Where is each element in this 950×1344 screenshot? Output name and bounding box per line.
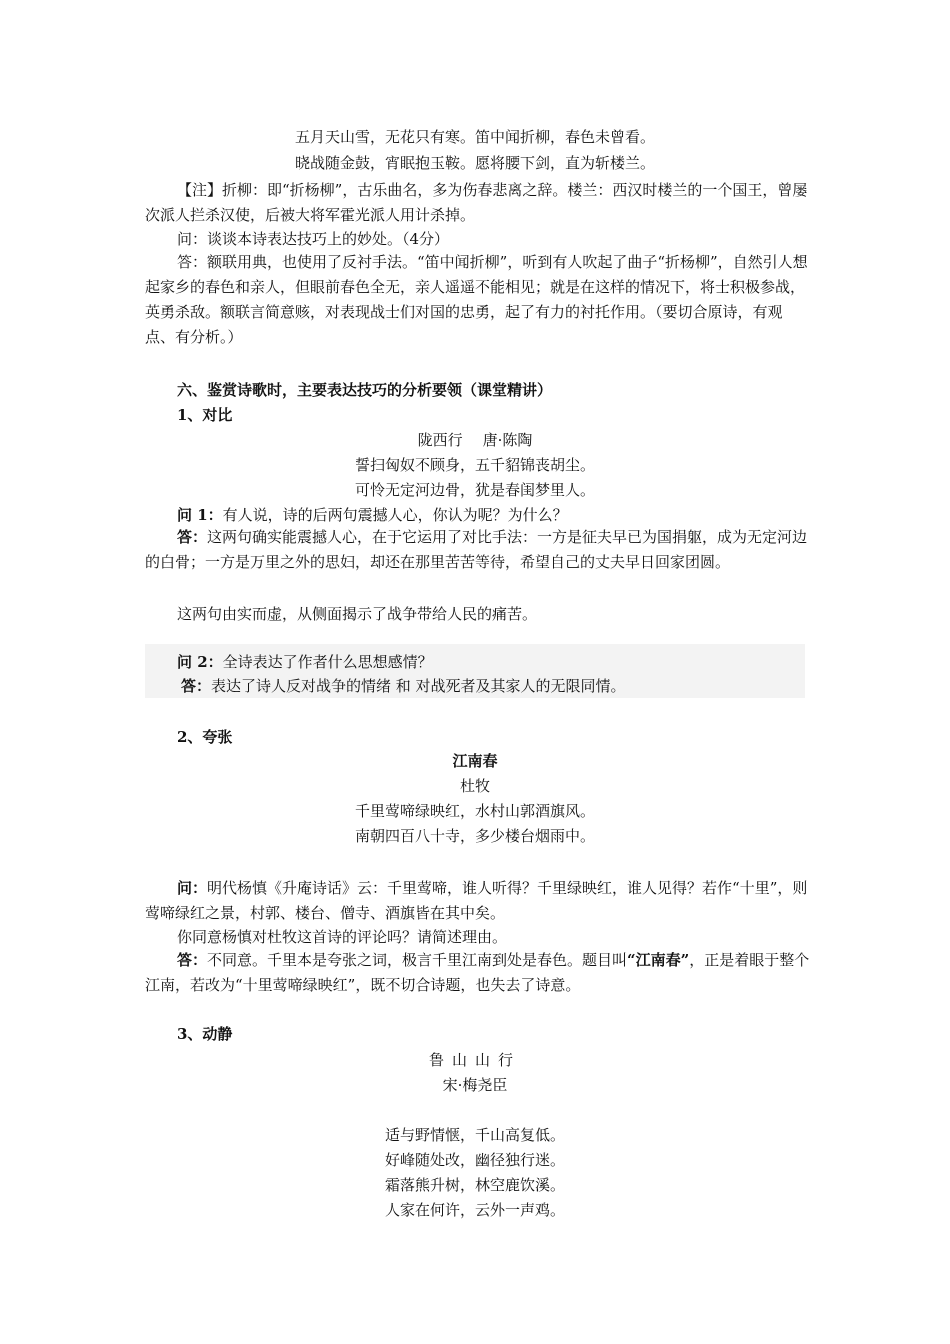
note-text: 折柳：即“折杨柳”，古乐曲名，多为伤春悲离之辞。楼兰：西汉时楼兰的一个国王，曾屡次派人拦杀汉使，后被大将军霍光派人用计杀掉。 — [145, 181, 808, 224]
s2-question: 问：明代杨慎《升庵诗话》云：千里莺啼，谁人听得？千里绿映红，谁人见得？若作“十里”，则莺啼绿红之景，村郭、楼台、僧寺、酒旗皆在其中矣。 — [145, 879, 808, 922]
s3-title: 鲁山山行 — [428, 1051, 521, 1069]
s3-line2: 好峰随处改，幽径独行迷。 — [384, 1151, 565, 1169]
s1-author: 唐·陈陶 — [482, 431, 533, 449]
s1-heading: 1、对比 — [177, 406, 233, 424]
s3-line4: 人家在何许，云外一声鸡。 — [384, 1201, 565, 1219]
s1-line2: 可怜无定河边骨，犹是春闺梦里人。 — [354, 481, 595, 499]
answer-0: 答：额联用典，也使用了反衬手法。“笛中闻折柳”，听到有人吹起了曲子“折杨柳”，自然引人想起家乡的春色和亲人，但眼前春色全无，亲人遥遥不能相见；就是在这样的情况下，将士积极参战，英勇杀敌。额联言简意赅，对表现战士们对国的忠勇，起了有力的衬托作用。（要切合原诗，有观点、有分析。） — [145, 253, 808, 346]
s3-author: 宋·梅尧臣 — [442, 1076, 508, 1094]
note-label: 【注】 — [177, 181, 223, 199]
s1-title: 陇西行 — [417, 431, 463, 449]
s2-author: 杜牧 — [459, 777, 490, 795]
s3-heading: 3、动静 — [177, 1025, 233, 1043]
s3-line3: 霜落熊升树，林空鹿饮溪。 — [384, 1176, 565, 1194]
s2-title: 江南春 — [452, 752, 498, 770]
section6-heading: 六、鉴赏诗歌时，主要表达技巧的分析要领（课堂精讲） — [177, 381, 553, 399]
s3-line1: 适与野情惬，千山高复低。 — [384, 1126, 565, 1144]
poem1-line1: 五月天山雪，无花只有寒。笛中闻折柳，春色未曾看。 — [294, 128, 655, 146]
s1-question-1: 问 1：有人说，诗的后两句震撼人心，你认为呢？为什么？ — [177, 506, 568, 524]
s2-line2: 南朝四百八十寺，多少楼台烟雨中。 — [354, 827, 595, 845]
s1-question-2: 问 2：全诗表达了作者什么思想感情？ — [177, 653, 433, 671]
s2-question-extra: 你同意杨慎对杜牧这首诗的评论吗？请简述理由。 — [177, 928, 508, 946]
s2-answer: 答：不同意。千里本是夸张之词，极言千里江南到处是春色。题目叫“江南春”，正是着眼于整个江南，若改为“十里莺啼绿映红”，既不切合诗题，也失去了诗意。 — [145, 951, 810, 994]
s1-title-line — [0, 430, 950, 450]
question-0: 问：谈谈本诗表达技巧上的妙处。（4分） — [177, 230, 450, 248]
s1-answer-1-extra: 这两句由实而虚，从侧面揭示了战争带给人民的痛苦。 — [177, 605, 538, 623]
s2-line1: 千里莺啼绿映红，水村山郭酒旗风。 — [354, 802, 595, 820]
s1-line1: 誓扫匈奴不顾身，五千貂锦丧胡尘。 — [354, 456, 595, 474]
s1-answer-2: 答：表达了诗人反对战争的情绪 和 对战死者及其家人的无限同情。 — [181, 677, 626, 695]
s2-heading: 2、夸张 — [177, 728, 233, 746]
s1-answer-1: 答：这两句确实能震撼人心，在于它运用了对比手法：一方是征夫早已为国捐躯，成为无定河边的白骨；一方是万里之外的思妇，却还在那里苦苦等待，希望自己的丈夫早日回家团圆。 — [145, 528, 808, 571]
poem1-line2: 晓战随金鼓，宵眠抱玉鞍。愿将腰下剑，直为斩楼兰。 — [294, 154, 655, 172]
note-paragraph — [145, 178, 810, 228]
